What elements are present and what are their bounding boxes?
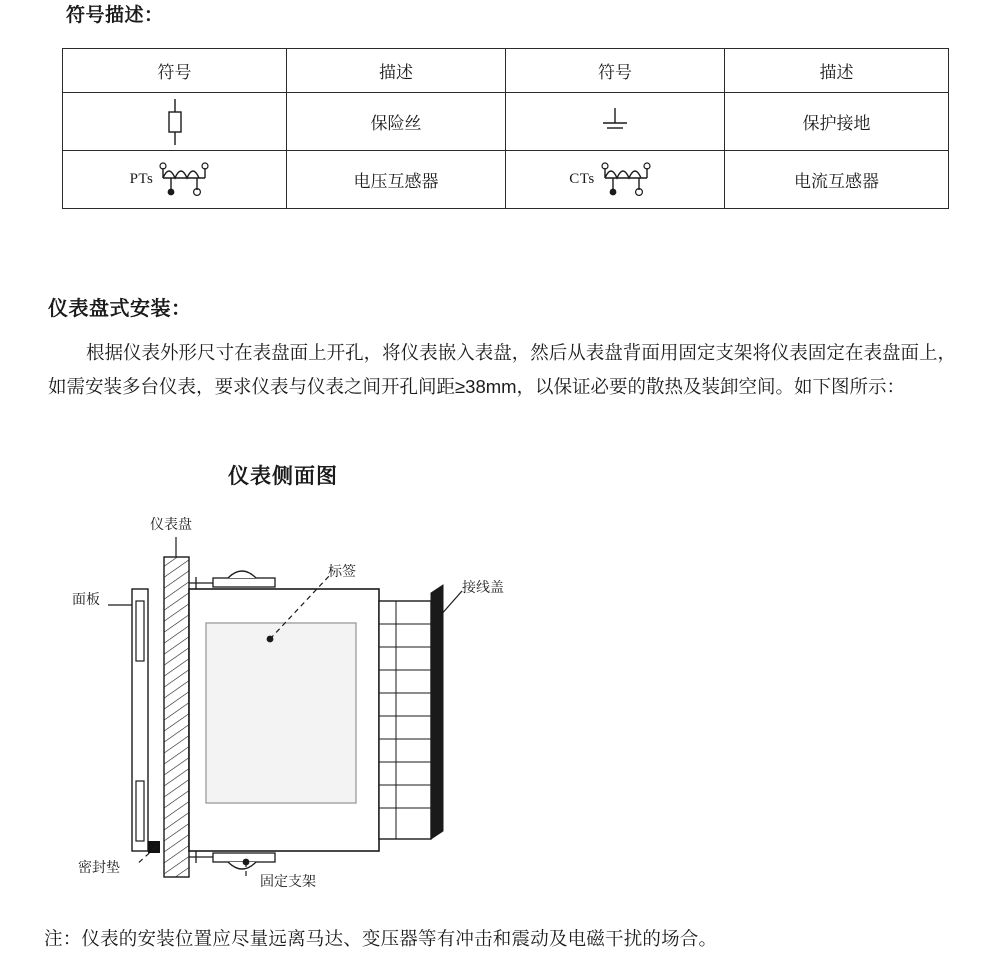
- meter-side-view-diagram: [0, 505, 990, 905]
- label-tag: 标签: [328, 563, 356, 579]
- label-terminal-cover: 接线盖: [462, 579, 504, 595]
- label-panel: 仪表盘: [150, 516, 192, 532]
- column-header-symbol-1: 符号: [63, 49, 287, 93]
- panel-mount-section-title: 仪表盘式安装：: [48, 298, 192, 320]
- table-row: [63, 151, 949, 209]
- installation-note: 注：仪表的安装位置应尽量远离马达、变压器等有冲击和震动及电磁干扰的场合。: [44, 928, 718, 949]
- pt-transformer-description: 电压互感器: [287, 151, 506, 209]
- ct-transformer-symbol-cell: [506, 151, 725, 209]
- fuse-description: 保险丝: [287, 93, 506, 151]
- protective-earth-icon: [506, 93, 724, 150]
- fuse-symbol-cell: [63, 93, 287, 151]
- protective-earth-symbol-cell: [506, 93, 725, 151]
- table-header-row: [63, 49, 949, 93]
- ct-transformer-description: 电流互感器: [725, 151, 949, 209]
- pt-transformer-icon: [63, 151, 286, 208]
- column-header-symbol-2: 符号: [506, 49, 725, 93]
- ct-label: CTs: [569, 171, 595, 187]
- symbol-description-table: [62, 48, 949, 209]
- fuse-icon: [63, 93, 286, 150]
- label-gasket: 密封垫: [78, 859, 120, 875]
- label-bracket: 固定支架: [260, 873, 316, 889]
- column-header-description-2: 描述: [725, 49, 949, 93]
- column-header-description-1: 描述: [287, 49, 506, 93]
- label-faceplate: 面板: [72, 591, 100, 607]
- pt-transformer-symbol-cell: [63, 151, 287, 209]
- protective-earth-description: 保护接地: [725, 93, 949, 151]
- pt-label: PTs: [129, 171, 154, 187]
- table-row: [63, 93, 949, 151]
- meter-side-view-svg: [0, 505, 990, 905]
- figure-title: 仪表侧面图: [228, 465, 338, 488]
- symbol-description-heading: 符号描述：: [66, 5, 164, 26]
- ct-transformer-icon: [506, 151, 724, 208]
- panel-mount-paragraph: 根据仪表外形尺寸在表盘面上开孔，将仪表嵌入表盘，然后从表盘背面用固定支架将仪表固定在表盘面上，如需安装多台仪表，要求仪表与仪表之间开孔间距≥38mm，以保证必要的散热及装卸空间。如下图所示：: [48, 342, 956, 397]
